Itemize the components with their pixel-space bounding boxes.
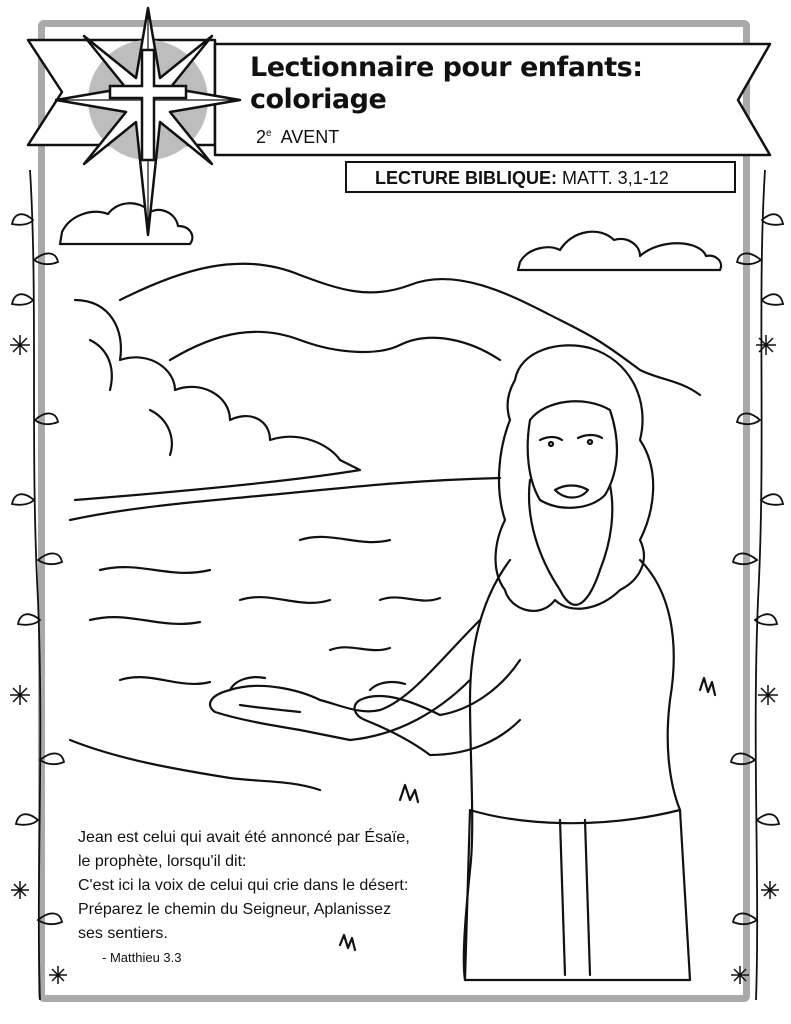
week-suffix: e	[266, 128, 272, 139]
week-label	[256, 127, 339, 148]
snowflake-icon	[761, 881, 779, 899]
snowflake-icon	[756, 335, 776, 355]
river-far-bank	[70, 478, 500, 520]
verse-line: Jean est celui qui avait été annoncé par Ésaïe,	[78, 829, 410, 846]
snowflake-icon	[731, 966, 749, 984]
cloud-right	[518, 232, 721, 270]
cloud-left	[60, 203, 192, 244]
bible-reading-box	[345, 161, 736, 193]
season-name: AVENT	[280, 127, 340, 147]
reading-reference: MATT. 3,1-12	[562, 168, 669, 188]
mountains-back	[120, 264, 700, 395]
left-vine	[12, 170, 64, 1000]
mountains-mid	[170, 332, 500, 360]
verse-line: le prophète, lorsqu'il dit:	[78, 853, 247, 870]
snowflake-icon	[49, 966, 67, 984]
snowflake-icon	[10, 685, 30, 705]
week-number: 2	[256, 127, 267, 147]
reading-label: LECTURE BIBLIQUE:	[375, 168, 557, 188]
river-near-bank	[70, 740, 320, 790]
verse-line: ses sentiers.	[78, 925, 168, 942]
page-title: Lectionnaire pour enfants: coloriage	[250, 52, 643, 115]
verse-line: Préparez le chemin du Seigneur, Aplanissez	[78, 901, 392, 918]
verse-line: C'est ici la voix de celui qui crie dans le désert:	[78, 877, 409, 894]
right-vine	[731, 170, 783, 1000]
hills-left	[75, 300, 360, 500]
verse-attribution: - Matthieu 3.3	[102, 950, 182, 965]
snowflake-icon	[11, 881, 29, 899]
snowflake-icon	[10, 335, 30, 355]
snowflake-icon	[758, 685, 778, 705]
verse-text	[78, 826, 410, 946]
